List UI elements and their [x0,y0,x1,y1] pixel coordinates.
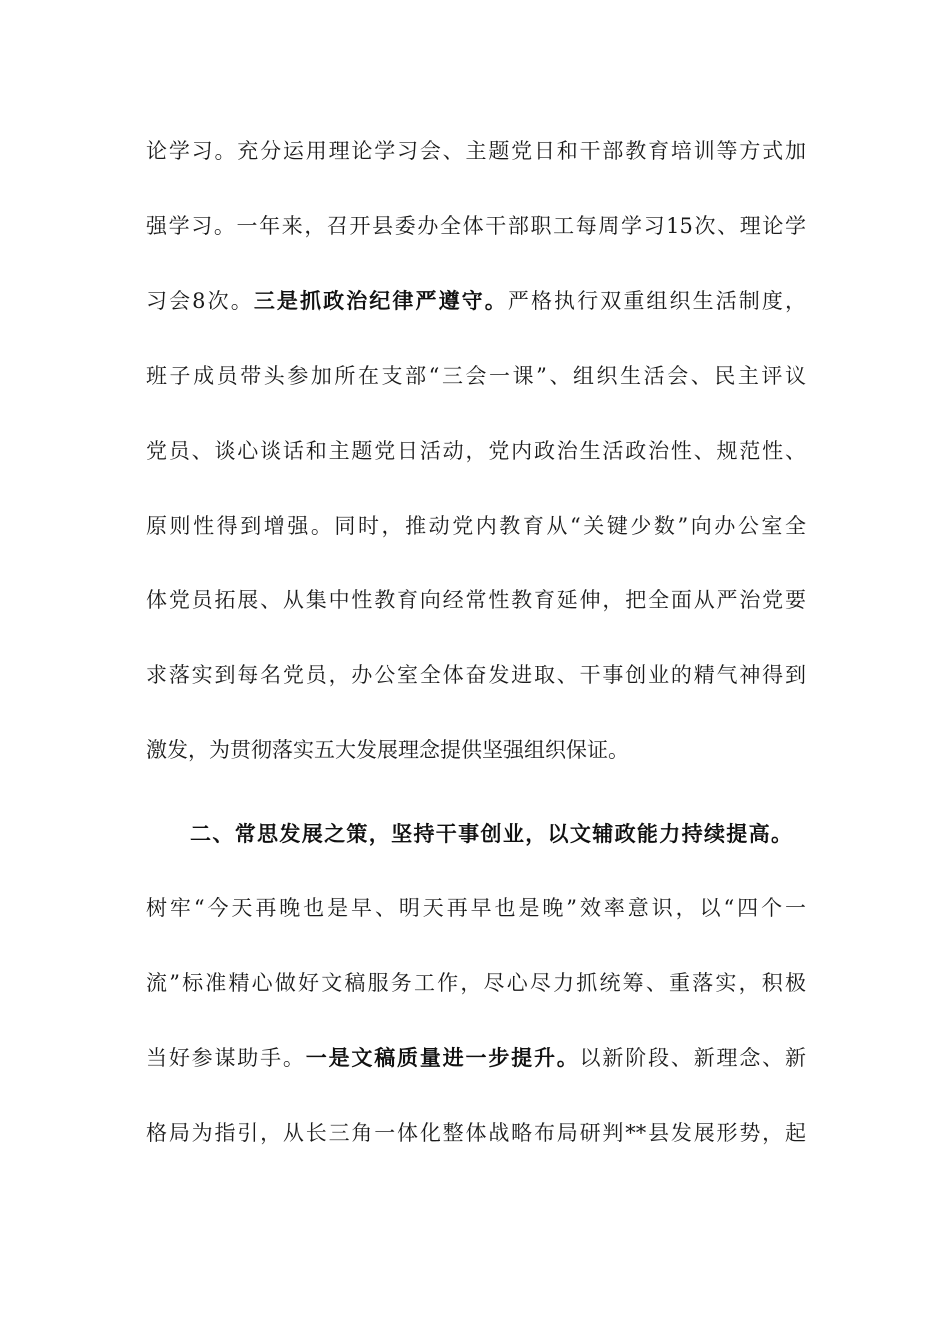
text-line [146,506,806,546]
text-run: 强学习。一年来，召开县委办全体干部职工每周学习15次、理论学 [146,214,806,238]
text-run: 体党员拓展、从集中性教育向经常性教育延伸，把全面从严治党要 [146,588,806,612]
text-line [146,1113,806,1153]
text-run: 格局为指引，从长三角一体化整体战略布局研判**县发展形势，起 [146,1121,806,1145]
text-run: 论学习。充分运用理论学习会、主题党日和干部教育培训等方式加 [146,139,806,163]
bold-heading-run: 一是文稿质量进一步提升。 [305,1046,580,1070]
text-line [146,356,806,396]
text-run: 树牢“今天再晚也是早、明天再早也是晚”效率意识，以“四个一 [146,896,806,920]
text-line [146,963,806,1003]
text-line [146,655,806,695]
bold-heading-run: 二、常思发展之策，坚持干事创业，以文辅政能力持续提高。 [190,822,792,846]
text-run: 当好参谋助手。 [146,1046,306,1070]
text-line [146,206,806,246]
text-run: 习会8次。 [146,289,254,313]
bold-heading-run: 三是抓政治纪律严遵守。 [253,289,508,313]
text-run: 流”标准精心做好文稿服务工作，尽心尽力抓统筹、重落实，积极 [146,971,806,995]
text-run: 班子成员带头参加所在支部“三会一课”、组织生活会、民主评议 [146,364,806,388]
text-run: 原则性得到增强。同时，推动党内教育从“关键少数”向办公室全 [146,514,806,538]
text-run: 求落实到每名党员，办公室全体奋发进取、干事创业的精气神得到 [146,663,806,687]
text-line [146,131,806,171]
text-line [146,580,806,620]
text-line [146,1038,806,1078]
text-run: 以新阶段、新理念、新 [579,1046,807,1070]
text-line [146,281,806,321]
text-run: 严格执行双重组织生活制度， [507,289,806,313]
text-line [146,431,806,471]
text-line [146,888,806,928]
text-line [146,730,806,770]
section-heading [190,814,792,854]
text-run: 激发，为贯彻落实五大发展理念提供坚强组织保证。 [146,738,629,762]
text-run: 党员、谈心谈话和主题党日活动，党内政治生活政治性、规范性、 [146,439,806,463]
